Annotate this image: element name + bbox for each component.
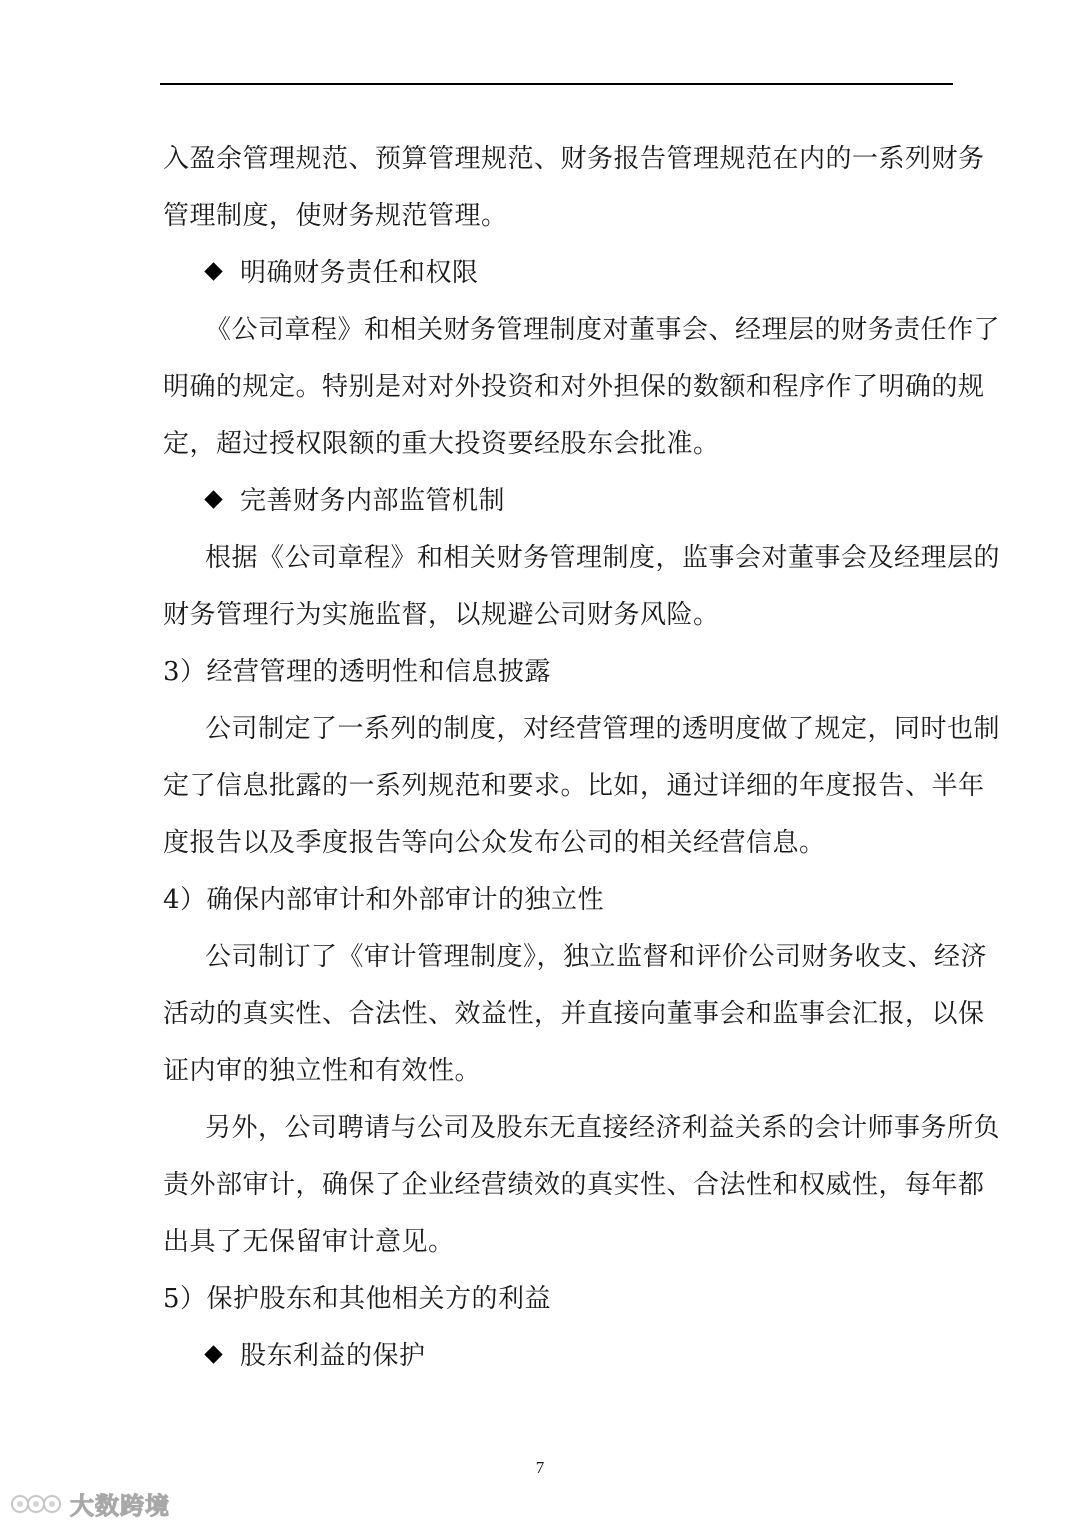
paragraph-line: 责外部审计，确保了企业经营绩效的真实性、合法性和权威性，每年都 <box>163 1170 985 1200</box>
paragraph-line: 出具了无保留审计意见。 <box>163 1227 455 1257</box>
paragraph-line: 公司制定了一系列的制度，对经营管理的透明度做了规定，同时也制 <box>205 714 1001 744</box>
document-body <box>163 131 1001 1385</box>
section-heading: 5）保护股东和其他相关方的利益 <box>163 1284 552 1314</box>
bullet-heading <box>163 1328 953 1385</box>
section-heading: 3）经营管理的透明性和信息披露 <box>163 657 552 687</box>
paragraph-line: 证内审的独立性和有效性。 <box>163 1056 482 1086</box>
diamond-bullet-icon <box>204 262 222 280</box>
bullet-heading <box>163 473 953 530</box>
paragraph-line: 财务管理行为实施监督，以规避公司财务风险。 <box>163 600 720 630</box>
paragraph-line: 度报告以及季度报告等向公众发布公司的相关经营信息。 <box>163 828 826 858</box>
header-rule <box>160 83 953 85</box>
section-heading: 4）确保内部审计和外部审计的独立性 <box>163 885 605 915</box>
paragraph-line: 入盈余管理规范、预算管理规范、财务报告管理规范在内的一系列财务 <box>163 144 985 174</box>
paragraph-line: 定，超过授权限额的重大投资要经股东会批准。 <box>163 429 720 459</box>
paragraph-line: 明确的规定。特别是对对外投资和对外担保的数额和程序作了明确的规 <box>163 372 985 402</box>
diamond-bullet-icon <box>204 1345 222 1363</box>
bullet-heading <box>163 245 953 302</box>
paragraph-line: 活动的真实性、合法性、效益性，并直接向董事会和监事会汇报，以保 <box>163 999 985 1029</box>
watermark-text: 大数跨境 <box>70 1491 170 1520</box>
paragraph-line: 《公司章程》和相关财务管理制度对董事会、经理层的财务责任作了 <box>205 315 1001 345</box>
watermark <box>10 1486 170 1520</box>
bullet-heading-text: 完善财务内部监管机制 <box>240 486 506 516</box>
diamond-bullet-icon <box>204 490 222 508</box>
paragraph-line: 另外，公司聘请与公司及股东无直接经济利益关系的会计师事务所负 <box>205 1113 1001 1143</box>
page-number: 7 <box>535 1458 545 1477</box>
paragraph-line: 定了信息批露的一系列规范和要求。比如，通过详细的年度报告、半年 <box>163 771 985 801</box>
watermark-logo-icon <box>10 1489 66 1517</box>
paragraph-line: 公司制订了《审计管理制度》，独立监督和评价公司财务收支、经济 <box>205 942 988 972</box>
paragraph-line: 管理制度，使财务规范管理。 <box>163 201 508 231</box>
paragraph-line: 根据《公司章程》和相关财务管理制度，监事会对董事会及经理层的 <box>205 543 1001 573</box>
bullet-heading-text: 股东利益的保护 <box>240 1341 426 1371</box>
bullet-heading-text: 明确财务责任和权限 <box>240 258 479 288</box>
